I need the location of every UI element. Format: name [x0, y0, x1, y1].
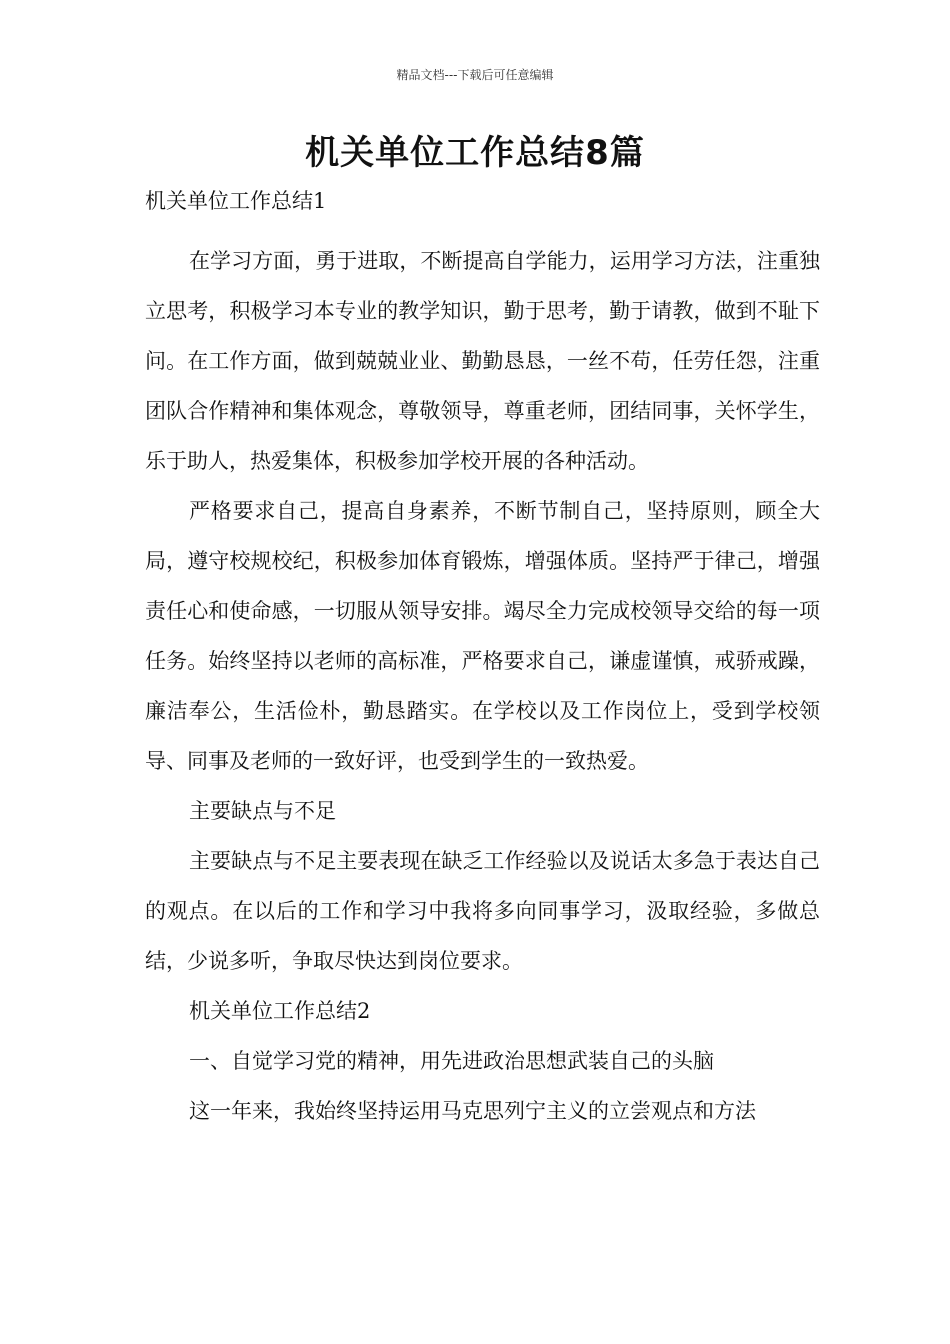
document-body — [145, 186, 820, 1136]
page-title: 机关单位工作总结8篇 — [305, 133, 645, 173]
paragraph: 严格要求自己，提高自身素养，不断节制自己，坚持原则，顾全大局，遵守校规校纪，积极参加体育锻炼，增强体质。坚持严于律己，增强责任心和使命感，一切服从领导安排。竭尽全力完成校领导交给的每一项任务。始终坚持以老师的高标准，严格要求自己，谦虚谨慎，戒骄戒躁，廉洁奉公，生活俭朴，勤恳踏实。在学校以及工作岗位上，受到学校领导、同事及老师的一致好评，也受到学生的一致热爱。 — [145, 499, 820, 773]
section-heading-1: 机关单位工作总结1 — [145, 189, 327, 213]
paragraph: 这一年来，我始终坚持运用马克思列宁主义的立尝观点和方法 — [189, 1099, 756, 1123]
point-heading: 一、自觉学习党的精神，用先进政治思想武装自己的头脑 — [189, 1049, 714, 1073]
subheading-shortcomings: 主要缺点与不足 — [189, 799, 336, 823]
paragraph: 在学习方面，勇于进取，不断提高自学能力，运用学习方法，注重独立思考，积极学习本专业的教学知识，勤于思考，勤于请教，做到不耻下问。在工作方面，做到兢兢业业、勤勤恳恳，一丝不苟，任劳任怨，注重团队合作精神和集体观念，尊敬领导，尊重老师，团结同事，关怀学生，乐于助人，热爱集体，积极参加学校开展的各种活动。 — [145, 249, 820, 473]
header-note: 精品文档---下载后可任意编辑 — [396, 68, 554, 82]
paragraph: 主要缺点与不足主要表现在缺乏工作经验以及说话太多急于表达自己的观点。在以后的工作和学习中我将多向同事学习，汲取经验，多做总结，少说多听，争取尽快达到岗位要求。 — [145, 849, 820, 973]
section-heading-2: 机关单位工作总结2 — [189, 999, 371, 1023]
